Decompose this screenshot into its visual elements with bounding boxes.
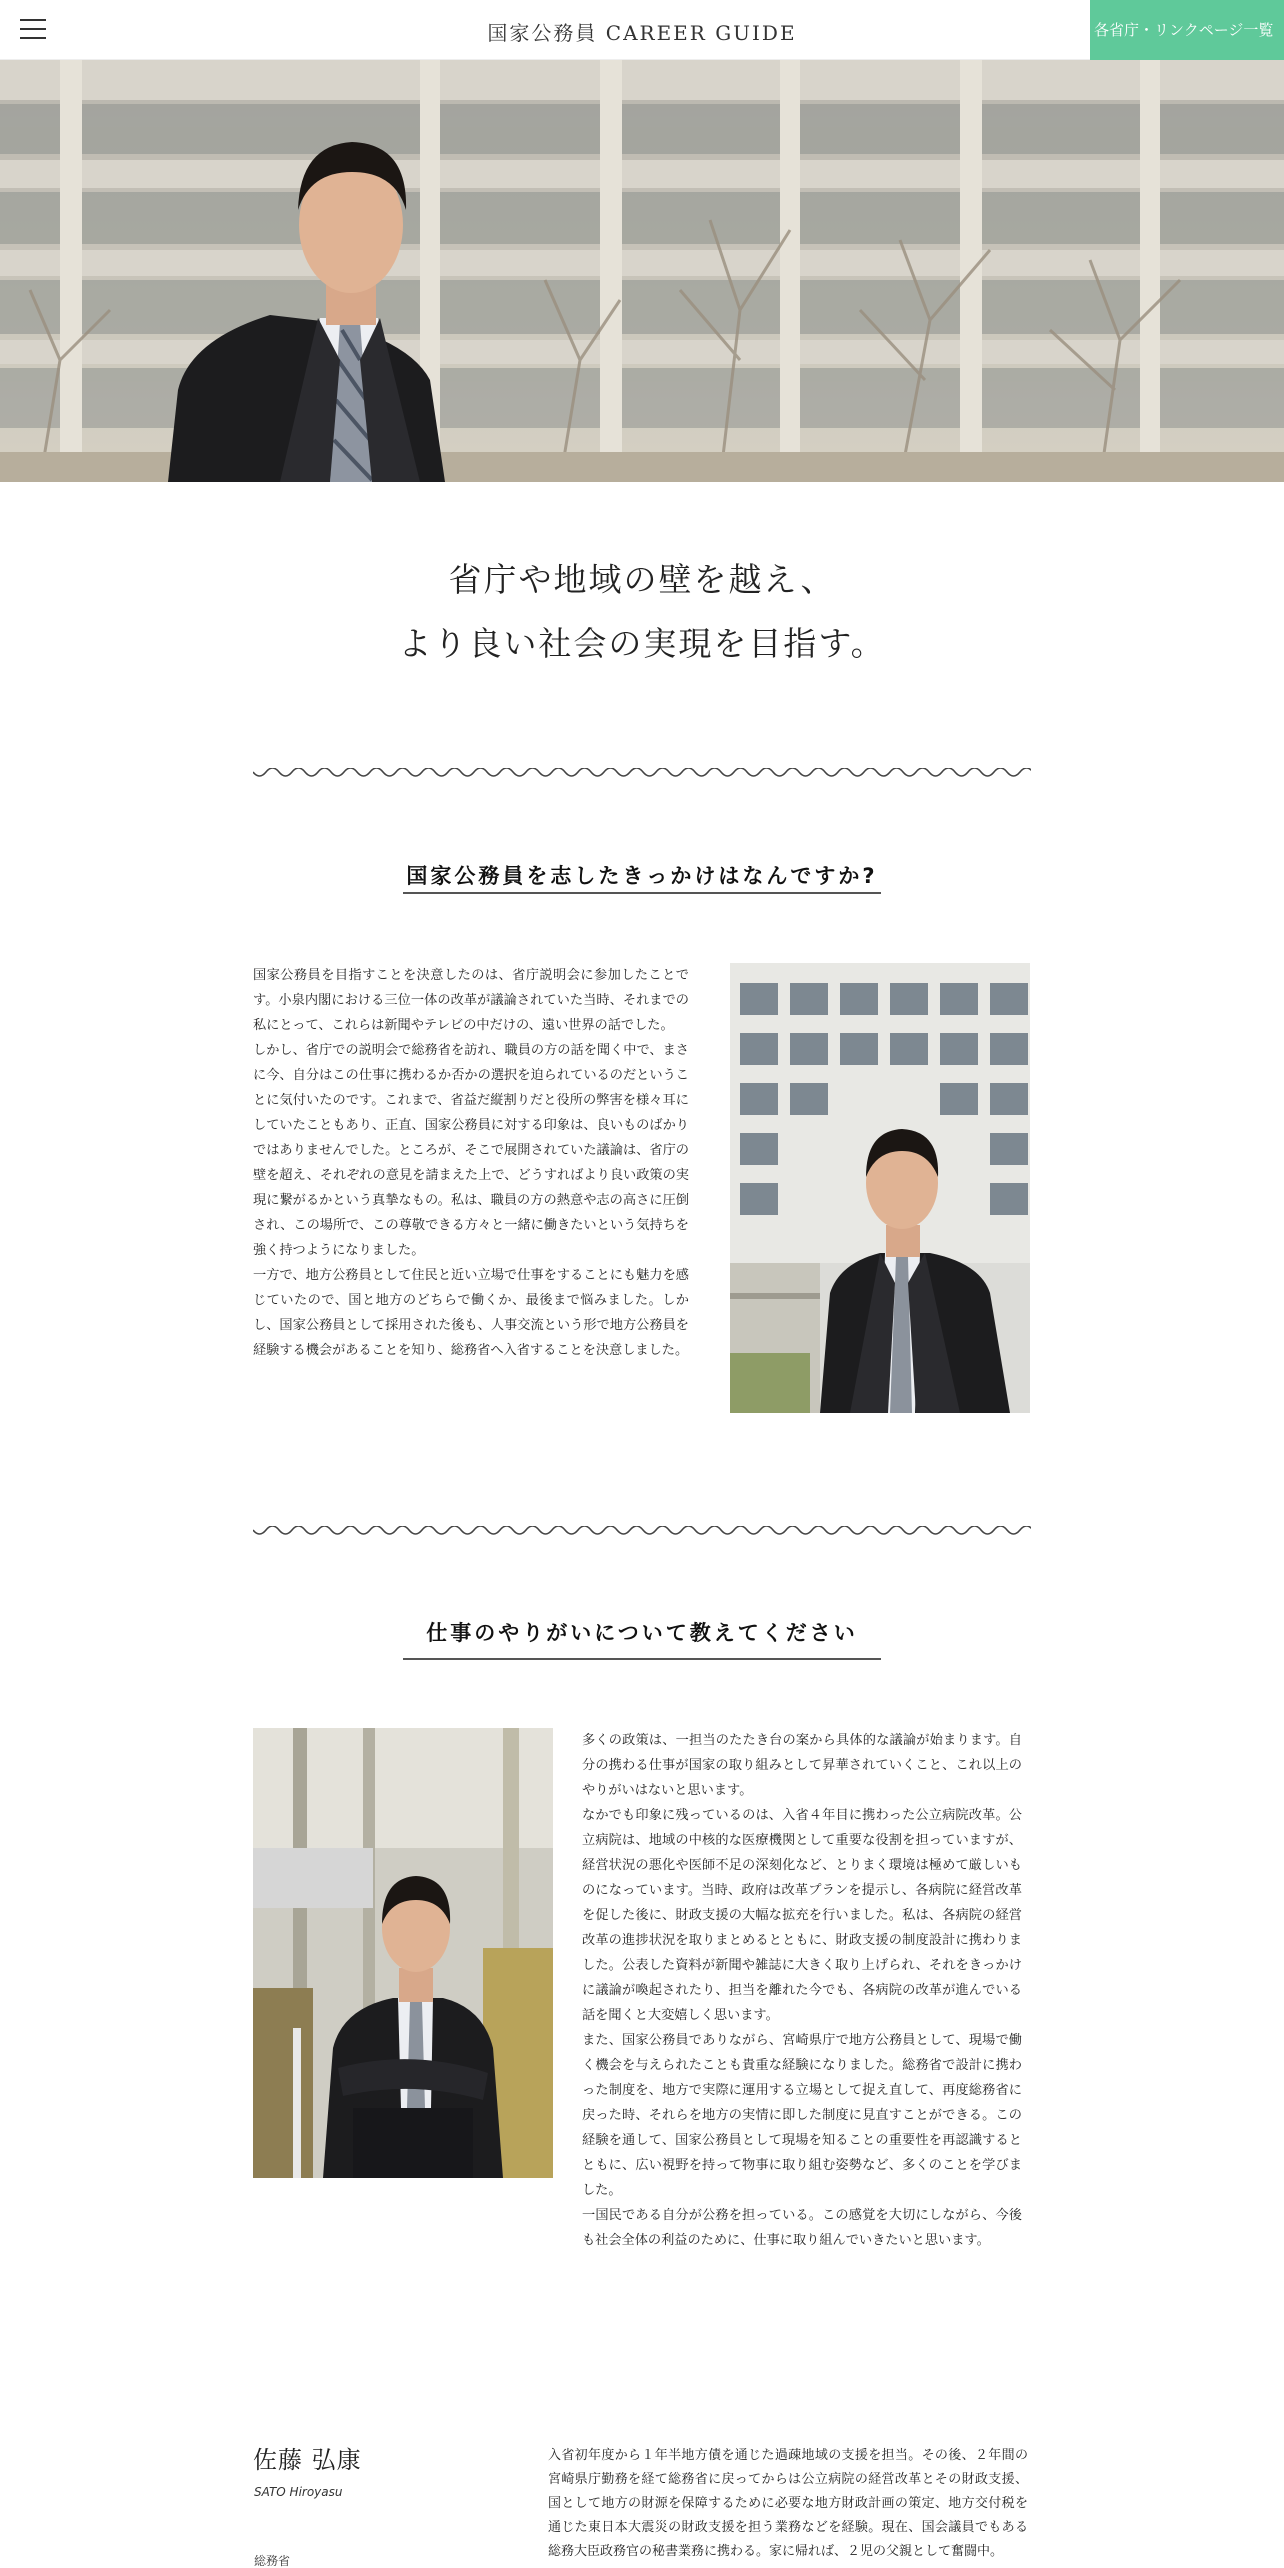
answer-text-2 [582, 1728, 1022, 2253]
wave-divider [253, 1526, 1031, 1540]
question-heading-2: 仕事のやりがいについて教えてください [426, 1621, 858, 1645]
question-underline-1 [403, 892, 881, 894]
hero-photo [0, 60, 1284, 482]
answer-2-paragraph: また、国家公務員でありながら、宮崎県庁で地方公務員として、現場で働く機会を与えられたことも貴重な経験になりました。総務省で設計に携わった制度を、地方で実際に運用する立場として捉え直して、再度総務省に戻った時、それらを地方の実情に即した制度に見直すことができる。この経験を通して、国家公務員として現場を知ることの重要性を再認識するとともに、広い視野を持って物事に取り組む姿勢など、多くのことを学びました。 [582, 2033, 1022, 2198]
ministry-links-button[interactable]: 各省庁・リンクページ一覧 [1090, 0, 1284, 60]
question-underline-2 [403, 1658, 881, 1660]
portrait-photo-2-illustration [253, 1728, 553, 2178]
answer-2-paragraph: 一国民である自分が公務を担っている。この感覚を大切にしながら、今後も社会全体の利益のために、仕事に取り組んでいきたいと思います。 [582, 2208, 1022, 2248]
lead-heading [0, 548, 1284, 676]
answer-1-paragraph: 一方で、地方公務員として住民と近い立場で仕事をすることにも魅力を感じていたので、国と地方のどちらで働くか、最後まで悩みました。しかし、国家公務員として採用された後も、人事交流という形で地方公務員を経験する機会があることを知り、総務省へ入省することを決意しました。 [253, 1268, 689, 1358]
answer-1-paragraph: しかし、省庁での説明会で総務省を訪れ、職員の方の話を聞く中で、まさに今、自分はこの仕事に携わるか否かの選択を迫られているのだということに気付いたのです。これまで、省益だ縦割りだと役所の弊害を様々耳にしていたこともあり、正直、国家公務員に対する印象は、良いものばかりではありませんでした。ところが、そこで展開されていた議論は、省庁の壁を超え、それぞれの意見を請まえた上で、どうすればより良い政策の実現に繋がるかという真摯なもの。私は、職員の方の熱意や志の高さに圧倒され、この場所で、この尊敬できる方々と一緒に働きたいという気持ちを強く持つようになりました。 [253, 1043, 689, 1258]
lead-line-1: 省庁や地域の壁を越え、 [448, 560, 836, 599]
profile-description: 入省初年度から１年半地方債を通じた過疎地域の支援を担当。その後、２年間の宮崎県庁勤務を経て総務省に戻ってからは公立病院の経営改革とその財政支援、国として地方の財源を保障するために必要な地方財政計画の策定、地方交付税を通じた東日本大震災の財政支援を担う業務などを経験。現在、国会議員でもある総務大臣政務官の秘書業務に携わる。家に帰れば、２児の父親として奮闘中。 [548, 2448, 1028, 2559]
site-header [0, 0, 1284, 60]
portrait-photo-2 [253, 1728, 553, 2178]
lead-line-2: より良い社会の実現を目指す。 [398, 624, 886, 663]
profile-organization: 総務省 [254, 2554, 291, 2568]
question-heading-1: 国家公務員を志したきっかけはなんですか? [406, 864, 878, 888]
portrait-photo-1 [730, 963, 1030, 1413]
answer-2-paragraph: なかでも印象に残っているのは、入省４年目に携わった公立病院改革。公立病院は、地域の中核的な医療機関として重要な役割を担っていますが、経営状況の悪化や医師不足の深刻化など、とりまく環境は極めて厳しいものになっています。当時、政府は改革プランを提示し、各病院に経営改革を促した後に、財政支援の大幅な拡充を行いました。私は、各病院の経営改革の進捗状況を取りまとめるとともに、財政支援の制度設計に携わりました。公表した資料が新聞や雑誌に大きく取り上げられ、それをきっかけに議論が喚起されたり、担当を離れた今でも、各病院の改革が進んでいる話を聞くと大変嬉しく思います。 [582, 1808, 1022, 2023]
hero-photo-illustration [0, 60, 1284, 482]
answer-text-1 [253, 963, 689, 1363]
wave-divider [253, 768, 1031, 782]
portrait-photo-1-illustration [730, 963, 1030, 1413]
site-title[interactable]: 国家公務員 CAREER GUIDE [487, 21, 797, 45]
profile-name: 佐藤 弘康 [253, 2446, 362, 2474]
answer-2-paragraph: 多くの政策は、一担当のたたき台の案から具体的な議論が始まります。自分の携わる仕事が国家の取り組みとして昇華されていくこと、これ以上のやりがいはないと思います。 [582, 1733, 1022, 1798]
answer-1-paragraph: 国家公務員を目指すことを決意したのは、省庁説明会に参加したことです。小泉内閣における三位一体の改革が議論されていた当時、それまでの私にとって、これらは新聞やテレビの中だけの、遠い世界の話でした。 [253, 968, 689, 1033]
profile-roman-name: SATO Hiroyasu [254, 2485, 343, 2499]
